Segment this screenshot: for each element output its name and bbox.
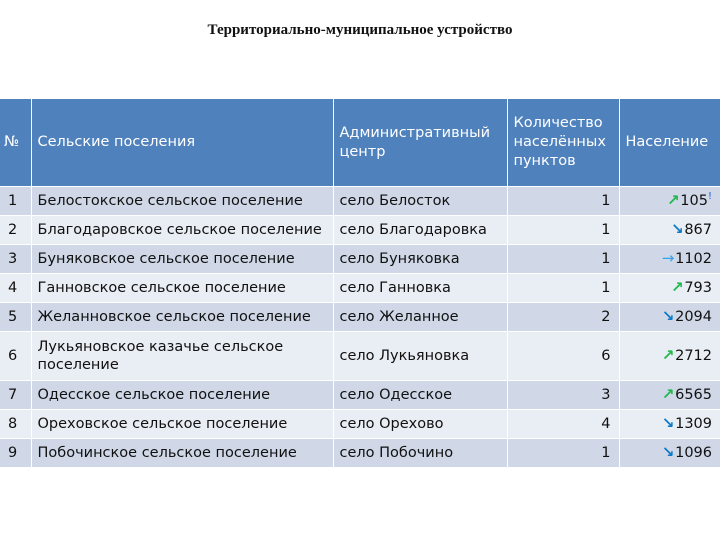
admin-center: село Белосток <box>333 187 507 216</box>
population-value: 1096 <box>675 445 712 462</box>
trend-up-arrow-icon: ↗ <box>661 346 675 365</box>
settlement-name: Буняковское сельское поселение <box>31 245 333 274</box>
row-number: 1 <box>0 187 31 216</box>
localities-count: 1 <box>507 187 619 216</box>
settlement-name: Побочинское сельское поселение <box>31 439 333 468</box>
admin-center: село Орехово <box>333 410 507 439</box>
row-number: 8 <box>0 410 31 439</box>
localities-count: 6 <box>507 332 619 381</box>
localities-count: 1 <box>507 274 619 303</box>
settlement-name: Благодаровское сельское поселение <box>31 216 333 245</box>
admin-center: село Буняковка <box>333 245 507 274</box>
settlement-name: Белостокское сельское поселение <box>31 187 333 216</box>
settlement-name: Одесское сельское поселение <box>31 381 333 410</box>
table-row <box>0 439 720 468</box>
trend-down-arrow-icon: ↘ <box>671 220 684 239</box>
row-number: 9 <box>0 439 31 468</box>
localities-count: 4 <box>507 410 619 439</box>
settlement-name: Желанновское сельское поселение <box>31 303 333 332</box>
population-cell <box>619 410 720 439</box>
population-value: 105 <box>680 193 708 210</box>
footnote-mark: ! <box>707 191 712 203</box>
trend-down-arrow-icon: ↘ <box>661 443 675 462</box>
row-number: 5 <box>0 303 31 332</box>
table-row <box>0 303 720 332</box>
row-number: 4 <box>0 274 31 303</box>
settlements-table <box>0 99 720 467</box>
population-cell <box>619 187 720 216</box>
population-cell <box>619 245 720 274</box>
population-value: 1309 <box>675 416 712 433</box>
table-row <box>0 381 720 410</box>
admin-center: село Желанное <box>333 303 507 332</box>
admin-center: село Одесское <box>333 381 507 410</box>
trend-up-arrow-icon: ↗ <box>671 278 684 297</box>
trend-up-arrow-icon: ↗ <box>661 385 675 404</box>
header-localities-count: Количество населённых пунктов <box>507 99 619 187</box>
population-cell <box>619 381 720 410</box>
row-number: 6 <box>0 332 31 381</box>
table-header-row <box>0 99 720 187</box>
population-cell <box>619 332 720 381</box>
admin-center: село Благодаровка <box>333 216 507 245</box>
population-value: 2094 <box>675 309 712 326</box>
trend-down-arrow-icon: ↘ <box>661 307 675 326</box>
population-value: 867 <box>684 222 712 239</box>
localities-count: 1 <box>507 216 619 245</box>
page-title: Территориально-муниципальное устройство <box>207 22 513 38</box>
header-population: Население <box>619 99 720 187</box>
table-row <box>0 187 720 216</box>
population-value: 2712 <box>675 348 712 365</box>
localities-count: 3 <box>507 381 619 410</box>
table-row <box>0 274 720 303</box>
population-value: 1102 <box>675 251 712 268</box>
admin-center: село Побочино <box>333 439 507 468</box>
settlement-name: Ореховское сельское поселение <box>31 410 333 439</box>
population-value: 6565 <box>675 387 712 404</box>
localities-count: 1 <box>507 245 619 274</box>
admin-center: село Лукьяновка <box>333 332 507 381</box>
table-row <box>0 245 720 274</box>
population-cell <box>619 274 720 303</box>
admin-center: село Ганновка <box>333 274 507 303</box>
trend-up-arrow-icon: ↗ <box>667 191 680 210</box>
table-row <box>0 332 720 381</box>
localities-count: 1 <box>507 439 619 468</box>
row-number: 3 <box>0 245 31 274</box>
population-cell <box>619 216 720 245</box>
population-cell <box>619 303 720 332</box>
population-cell <box>619 439 720 468</box>
header-number: № <box>0 99 31 187</box>
settlement-name: Лукьяновское казачье сельское поселение <box>31 332 333 381</box>
population-value: 793 <box>684 280 712 297</box>
header-admin-center: Административный центр <box>333 99 507 187</box>
table-body <box>0 187 720 468</box>
trend-flat-arrow-icon: → <box>661 249 675 268</box>
settlement-name: Ганновское сельское поселение <box>31 274 333 303</box>
header-settlements: Сельские поселения <box>31 99 333 187</box>
row-number: 2 <box>0 216 31 245</box>
table-row <box>0 410 720 439</box>
localities-count: 2 <box>507 303 619 332</box>
trend-down-arrow-icon: ↘ <box>661 414 675 433</box>
table-row <box>0 216 720 245</box>
row-number: 7 <box>0 381 31 410</box>
